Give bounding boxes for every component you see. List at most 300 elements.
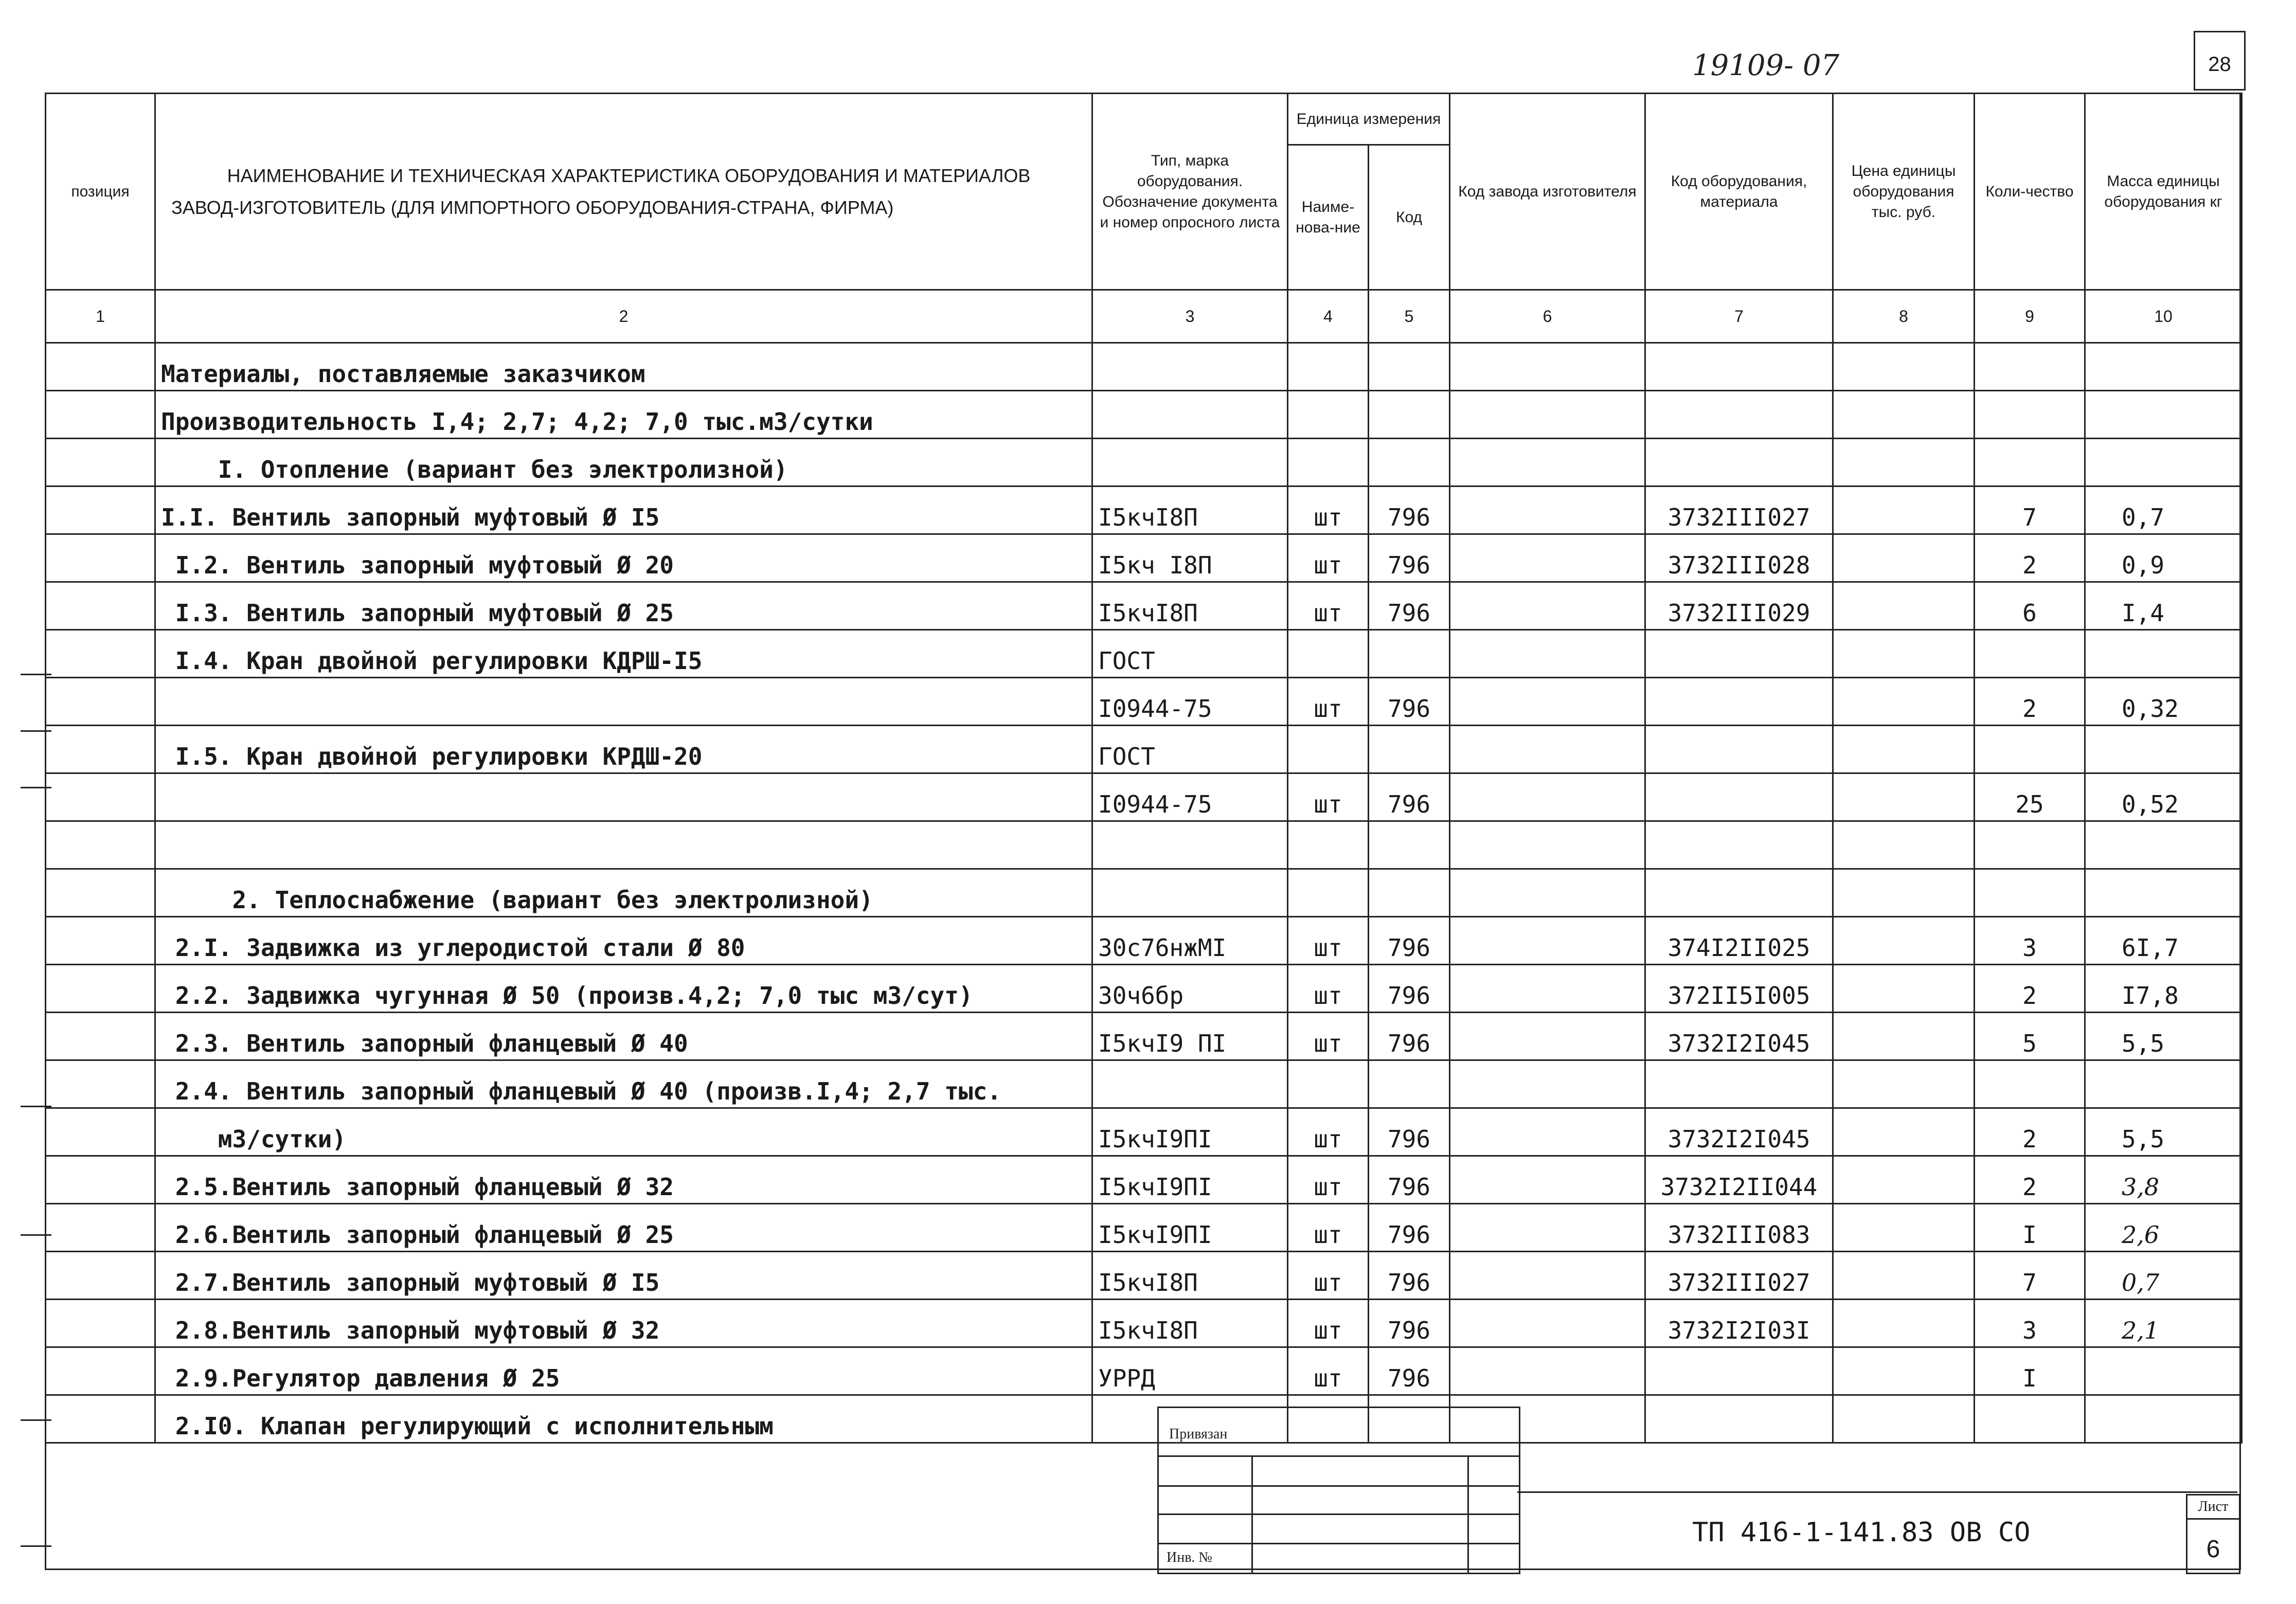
row-name-cell: 2.I0. Клапан регулирующий с исполнительным	[155, 1395, 1092, 1443]
table-row	[46, 582, 2242, 630]
col-header-position: позиция	[46, 94, 155, 290]
col-header-name	[155, 94, 1092, 290]
row-unit-cell: шт	[1288, 1156, 1369, 1204]
row-price-cell	[1833, 391, 1975, 439]
top-sheet-number: 28	[2208, 53, 2231, 76]
row-type-cell: УРРД	[1092, 1347, 1288, 1395]
row-type-cell	[1092, 821, 1288, 869]
row-name-cell: м3/сутки)	[155, 1108, 1092, 1156]
row-mass-cell: 2,6	[2085, 1204, 2242, 1252]
title-block-line	[1517, 1491, 2237, 1493]
row-type-cell: I0944-75	[1092, 678, 1288, 726]
table-row	[46, 773, 2242, 821]
row-unit-cell: шт	[1288, 1204, 1369, 1252]
col-number: 5	[1369, 290, 1450, 343]
col-header-mass: Масса единицы оборудования кг	[2085, 94, 2242, 290]
row-position-cell	[46, 869, 155, 917]
row-position-cell	[46, 726, 155, 773]
row-type-cell	[1092, 439, 1288, 486]
row-name-cell: I.5. Кран двойной регулировки КРДШ-20	[155, 726, 1092, 773]
row-name-cell: Материалы, поставляемые заказчиком	[155, 343, 1092, 391]
approval-stamp	[1157, 1407, 1520, 1574]
row-type-cell: ГОСТ	[1092, 726, 1288, 773]
row-name-cell: 2.5.Вентиль запорный фланцевый Ø 32	[155, 1156, 1092, 1204]
row-mass-cell: 0,32	[2085, 678, 2242, 726]
row-mass-cell	[2085, 391, 2242, 439]
row-mass-cell	[2085, 439, 2242, 486]
col-number: 2	[155, 290, 1092, 343]
sheet-label: Лист	[2187, 1495, 2239, 1520]
handwritten-reference: 19109- 07	[1692, 49, 1840, 82]
col-header-price: Цена единицы оборудования тыс. руб.	[1833, 94, 1975, 290]
row-unit-cell: шт	[1288, 773, 1369, 821]
table-row	[46, 821, 2242, 869]
row-unit-code-cell: 796	[1369, 534, 1450, 582]
row-unit-code-cell: 796	[1369, 678, 1450, 726]
row-price-cell	[1833, 486, 1975, 534]
row-quantity-cell	[1975, 869, 2085, 917]
col-header-unit-code: Код	[1369, 145, 1450, 290]
row-quantity-cell: 25	[1975, 773, 2085, 821]
row-name-cell	[155, 678, 1092, 726]
row-unit-code-cell	[1369, 726, 1450, 773]
row-position-cell	[46, 1204, 155, 1252]
table-row	[46, 1300, 2242, 1347]
row-unit-code-cell: 796	[1369, 486, 1450, 534]
table-row	[46, 1156, 2242, 1204]
row-mass-cell: 0,7	[2085, 486, 2242, 534]
table-row	[46, 486, 2242, 534]
row-quantity-cell: 2	[1975, 534, 2085, 582]
row-price-cell	[1833, 726, 1975, 773]
row-unit-code-cell: 796	[1369, 1156, 1450, 1204]
row-type-cell: I5кчI8П	[1092, 486, 1288, 534]
row-plant-code-cell	[1450, 582, 1645, 630]
table-row	[46, 439, 2242, 486]
row-price-cell	[1833, 1060, 1975, 1108]
row-price-cell	[1833, 1204, 1975, 1252]
row-equipment-code-cell	[1645, 678, 1833, 726]
row-position-cell	[46, 534, 155, 582]
right-frame-line	[2239, 93, 2241, 1569]
table-row	[46, 678, 2242, 726]
row-price-cell	[1833, 343, 1975, 391]
row-equipment-code-cell	[1645, 773, 1833, 821]
row-mass-cell	[2085, 1060, 2242, 1108]
row-price-cell	[1833, 1395, 1975, 1443]
row-unit-code-cell: 796	[1369, 917, 1450, 965]
row-mass-cell	[2085, 821, 2242, 869]
stamp-line	[1159, 1513, 1519, 1515]
row-plant-code-cell	[1450, 965, 1645, 1013]
row-position-cell	[46, 343, 155, 391]
row-name-cell: 2.3. Вентиль запорный фланцевый Ø 40	[155, 1013, 1092, 1060]
row-name-cell: 2.4. Вентиль запорный фланцевый Ø 40 (произв.I,4; 2,7 тыс.	[155, 1060, 1092, 1108]
col-number: 8	[1833, 290, 1975, 343]
row-quantity-cell	[1975, 821, 2085, 869]
margin-tick	[21, 674, 51, 675]
row-plant-code-cell	[1450, 1108, 1645, 1156]
row-mass-cell	[2085, 1347, 2242, 1395]
row-mass-cell: 0,9	[2085, 534, 2242, 582]
row-unit-code-cell: 796	[1369, 1252, 1450, 1300]
row-unit-cell: шт	[1288, 678, 1369, 726]
row-name-cell: I.3. Вентиль запорный муфтовый Ø 25	[155, 582, 1092, 630]
row-quantity-cell: 2	[1975, 965, 2085, 1013]
col-number: 7	[1645, 290, 1833, 343]
row-quantity-cell: 3	[1975, 917, 2085, 965]
row-unit-cell: шт	[1288, 1108, 1369, 1156]
row-price-cell	[1833, 439, 1975, 486]
column-number-row	[46, 290, 2242, 343]
row-position-cell	[46, 439, 155, 486]
row-name-cell	[155, 821, 1092, 869]
row-plant-code-cell	[1450, 821, 1645, 869]
row-quantity-cell	[1975, 1060, 2085, 1108]
row-price-cell	[1833, 917, 1975, 965]
row-type-cell: I5кчI8П	[1092, 1252, 1288, 1300]
row-mass-cell: 5,5	[2085, 1108, 2242, 1156]
table-row	[46, 630, 2242, 678]
row-price-cell	[1833, 965, 1975, 1013]
row-name-cell: 2.9.Регулятор давления Ø 25	[155, 1347, 1092, 1395]
equipment-specification-table	[45, 93, 2243, 1444]
row-position-cell	[46, 821, 155, 869]
row-plant-code-cell	[1450, 917, 1645, 965]
row-equipment-code-cell: 372II5I005	[1645, 965, 1833, 1013]
row-type-cell: I5кчI9ПI	[1092, 1156, 1288, 1204]
margin-tick	[21, 730, 51, 732]
col-number: 1	[46, 290, 155, 343]
row-unit-code-cell: 796	[1369, 965, 1450, 1013]
row-mass-cell: 0,7	[2085, 1252, 2242, 1300]
row-name-cell: 2.I. Задвижка из углеродистой стали Ø 80	[155, 917, 1092, 965]
row-plant-code-cell	[1450, 1347, 1645, 1395]
row-equipment-code-cell: 3732III028	[1645, 534, 1833, 582]
row-unit-code-cell: 796	[1369, 1108, 1450, 1156]
row-position-cell	[46, 1252, 155, 1300]
row-plant-code-cell	[1450, 534, 1645, 582]
row-unit-code-cell	[1369, 821, 1450, 869]
row-price-cell	[1833, 821, 1975, 869]
row-unit-cell	[1288, 343, 1369, 391]
row-position-cell	[46, 1060, 155, 1108]
row-name-cell: 2. Теплоснабжение (вариант без электролизной)	[155, 869, 1092, 917]
row-equipment-code-cell: 3732III027	[1645, 1252, 1833, 1300]
row-mass-cell	[2085, 1395, 2242, 1443]
row-name-cell: 2.6.Вентиль запорный фланцевый Ø 25	[155, 1204, 1092, 1252]
row-quantity-cell	[1975, 1395, 2085, 1443]
row-equipment-code-cell	[1645, 726, 1833, 773]
row-plant-code-cell	[1450, 439, 1645, 486]
row-type-cell: 30с76нжМI	[1092, 917, 1288, 965]
row-price-cell	[1833, 534, 1975, 582]
table-row	[46, 869, 2242, 917]
row-price-cell	[1833, 1300, 1975, 1347]
row-quantity-cell: I	[1975, 1204, 2085, 1252]
row-plant-code-cell	[1450, 1252, 1645, 1300]
row-equipment-code-cell	[1645, 343, 1833, 391]
row-equipment-code-cell: 3732III029	[1645, 582, 1833, 630]
row-price-cell	[1833, 1156, 1975, 1204]
row-equipment-code-cell	[1645, 1347, 1833, 1395]
row-unit-cell	[1288, 1060, 1369, 1108]
row-plant-code-cell	[1450, 1156, 1645, 1204]
row-unit-cell: шт	[1288, 1347, 1369, 1395]
row-position-cell	[46, 1156, 155, 1204]
left-frame-line	[45, 93, 46, 1569]
table-row	[46, 726, 2242, 773]
row-quantity-cell	[1975, 391, 2085, 439]
row-equipment-code-cell: 3732I2I045	[1645, 1013, 1833, 1060]
col-header-plant-code: Код завода изготовителя	[1450, 94, 1645, 290]
row-equipment-code-cell: 3732III083	[1645, 1204, 1833, 1252]
row-mass-cell: 3,8	[2085, 1156, 2242, 1204]
row-quantity-cell: 2	[1975, 1156, 2085, 1204]
col-header-quantity: Коли-чество	[1975, 94, 2085, 290]
row-type-cell: I5кчI8П	[1092, 582, 1288, 630]
col-header-unit-group: Единица измерения	[1288, 94, 1450, 145]
row-type-cell: I5кч I8П	[1092, 534, 1288, 582]
row-unit-code-cell	[1369, 343, 1450, 391]
row-type-cell: I5кчI9 ПI	[1092, 1013, 1288, 1060]
row-name-cell	[155, 773, 1092, 821]
row-position-cell	[46, 486, 155, 534]
row-unit-code-cell: 796	[1369, 582, 1450, 630]
stamp-vline	[1251, 1455, 1253, 1573]
row-quantity-cell	[1975, 439, 2085, 486]
row-unit-code-cell: 796	[1369, 1347, 1450, 1395]
table-row	[46, 1060, 2242, 1108]
stamp-line	[1159, 1455, 1519, 1457]
row-price-cell	[1833, 1347, 1975, 1395]
row-quantity-cell: 6	[1975, 582, 2085, 630]
col-number: 10	[2085, 290, 2242, 343]
row-plant-code-cell	[1450, 1013, 1645, 1060]
margin-tick	[21, 787, 51, 788]
row-quantity-cell	[1975, 726, 2085, 773]
table-row	[46, 1108, 2242, 1156]
table-row	[46, 965, 2242, 1013]
row-name-cell: 2.2. Задвижка чугунная Ø 50 (произв.4,2; 7,0 тыс м3/сут)	[155, 965, 1092, 1013]
row-name-cell: I.I. Вентиль запорный муфтовый Ø I5	[155, 486, 1092, 534]
row-quantity-cell	[1975, 343, 2085, 391]
row-plant-code-cell	[1450, 1300, 1645, 1347]
row-position-cell	[46, 1013, 155, 1060]
row-plant-code-cell	[1450, 486, 1645, 534]
margin-tick	[21, 1234, 51, 1236]
approval-label: Привязан	[1169, 1426, 1228, 1442]
row-unit-cell: шт	[1288, 1252, 1369, 1300]
row-equipment-code-cell: 3732III027	[1645, 486, 1833, 534]
row-name-cell: I.2. Вентиль запорный муфтовый Ø 20	[155, 534, 1092, 582]
row-name-cell: I.4. Кран двойной регулировки КДРШ-I5	[155, 630, 1092, 678]
row-position-cell	[46, 917, 155, 965]
row-plant-code-cell	[1450, 1060, 1645, 1108]
row-type-cell: I0944-75	[1092, 773, 1288, 821]
row-position-cell	[46, 1300, 155, 1347]
row-quantity-cell: 5	[1975, 1013, 2085, 1060]
table-row	[46, 343, 2242, 391]
col-header-type: Тип, марка оборудования. Обозначение документа и номер опросного листа	[1092, 94, 1288, 290]
row-price-cell	[1833, 678, 1975, 726]
row-unit-code-cell	[1369, 439, 1450, 486]
row-name-cell: I. Отопление (вариант без электролизной)	[155, 439, 1092, 486]
row-unit-cell: шт	[1288, 1300, 1369, 1347]
table-row	[46, 1395, 2242, 1443]
row-equipment-code-cell	[1645, 630, 1833, 678]
row-unit-cell: шт	[1288, 534, 1369, 582]
top-sheet-number-box	[2194, 31, 2246, 91]
row-position-cell	[46, 1108, 155, 1156]
row-mass-cell	[2085, 343, 2242, 391]
margin-tick	[21, 1106, 51, 1107]
table-row	[46, 1252, 2242, 1300]
row-mass-cell: 5,5	[2085, 1013, 2242, 1060]
row-equipment-code-cell: 3732I2I03I	[1645, 1300, 1833, 1347]
row-type-cell: I5кчI8П	[1092, 1300, 1288, 1347]
row-type-cell	[1092, 391, 1288, 439]
row-name-cell: 2.7.Вентиль запорный муфтовый Ø I5	[155, 1252, 1092, 1300]
inventory-label: Инв. №	[1167, 1549, 1213, 1565]
row-unit-code-cell: 796	[1369, 1204, 1450, 1252]
row-price-cell	[1833, 630, 1975, 678]
row-unit-code-cell: 796	[1369, 1013, 1450, 1060]
row-unit-cell: шт	[1288, 1013, 1369, 1060]
margin-tick	[21, 1545, 51, 1547]
row-mass-cell: 2,1	[2085, 1300, 2242, 1347]
row-position-cell	[46, 678, 155, 726]
row-unit-cell: шт	[1288, 965, 1369, 1013]
col-header-unit-name: Наиме-нова-ние	[1288, 145, 1369, 290]
row-plant-code-cell	[1450, 630, 1645, 678]
row-price-cell	[1833, 1252, 1975, 1300]
row-unit-cell: шт	[1288, 917, 1369, 965]
row-unit-cell	[1288, 869, 1369, 917]
row-type-cell: ГОСТ	[1092, 630, 1288, 678]
col-number: 9	[1975, 290, 2085, 343]
table-row	[46, 1347, 2242, 1395]
table-row	[46, 391, 2242, 439]
row-name-cell: Производительность I,4; 2,7; 4,2; 7,0 тыс.м3/сутки	[155, 391, 1092, 439]
row-quantity-cell: 2	[1975, 1108, 2085, 1156]
row-price-cell	[1833, 1108, 1975, 1156]
row-plant-code-cell	[1450, 726, 1645, 773]
col-number: 6	[1450, 290, 1645, 343]
row-plant-code-cell	[1450, 678, 1645, 726]
row-position-cell	[46, 1347, 155, 1395]
row-unit-cell	[1288, 630, 1369, 678]
table-row	[46, 917, 2242, 965]
row-unit-code-cell: 796	[1369, 1300, 1450, 1347]
stamp-vline	[1467, 1455, 1469, 1573]
row-position-cell	[46, 965, 155, 1013]
row-plant-code-cell	[1450, 391, 1645, 439]
row-unit-code-cell: 796	[1369, 773, 1450, 821]
row-price-cell	[1833, 869, 1975, 917]
row-plant-code-cell	[1450, 1204, 1645, 1252]
row-mass-cell: I,4	[2085, 582, 2242, 630]
row-position-cell	[46, 582, 155, 630]
row-mass-cell	[2085, 630, 2242, 678]
row-mass-cell	[2085, 726, 2242, 773]
stamp-line	[1159, 1543, 1519, 1544]
row-position-cell	[46, 773, 155, 821]
table-row	[46, 1013, 2242, 1060]
row-unit-cell: шт	[1288, 486, 1369, 534]
row-quantity-cell: 2	[1975, 678, 2085, 726]
row-position-cell	[46, 630, 155, 678]
row-unit-code-cell	[1369, 869, 1450, 917]
row-quantity-cell: I	[1975, 1347, 2085, 1395]
row-plant-code-cell	[1450, 343, 1645, 391]
row-mass-cell: 0,52	[2085, 773, 2242, 821]
row-mass-cell: I7,8	[2085, 965, 2242, 1013]
row-equipment-code-cell: 3732I2I045	[1645, 1108, 1833, 1156]
row-unit-cell	[1288, 821, 1369, 869]
row-equipment-code-cell	[1645, 1060, 1833, 1108]
row-type-cell: I5кчI9ПI	[1092, 1108, 1288, 1156]
col-header-equipment-code: Код оборудования, материала	[1645, 94, 1833, 290]
sheet-number: 6	[2206, 1536, 2220, 1563]
document-code: ТП 416-1-141.83 ОВ СО	[1692, 1517, 2031, 1548]
row-equipment-code-cell	[1645, 821, 1833, 869]
sheet-number-cell	[2186, 1494, 2240, 1574]
row-unit-cell	[1288, 391, 1369, 439]
row-unit-cell	[1288, 439, 1369, 486]
row-price-cell	[1833, 1013, 1975, 1060]
row-equipment-code-cell: 3732I2II044	[1645, 1156, 1833, 1204]
row-equipment-code-cell	[1645, 439, 1833, 486]
col-header-name-line1: НАИМЕНОВАНИЕ И ТЕХНИЧЕСКАЯ ХАРАКТЕРИСТИКА ОБОРУДОВАНИЯ И МАТЕРИАЛОВ	[227, 165, 1031, 186]
table-body	[46, 343, 2242, 1443]
row-price-cell	[1833, 582, 1975, 630]
row-type-cell	[1092, 1060, 1288, 1108]
col-number: 3	[1092, 290, 1288, 343]
row-type-cell: 30ч6бр	[1092, 965, 1288, 1013]
row-unit-cell: шт	[1288, 582, 1369, 630]
row-unit-cell	[1288, 726, 1369, 773]
margin-tick	[21, 1419, 51, 1421]
row-type-cell	[1092, 343, 1288, 391]
row-unit-code-cell	[1369, 391, 1450, 439]
row-mass-cell: 6I,7	[2085, 917, 2242, 965]
row-price-cell	[1833, 773, 1975, 821]
row-name-cell: 2.8.Вентиль запорный муфтовый Ø 32	[155, 1300, 1092, 1347]
row-equipment-code-cell: 374I2II025	[1645, 917, 1833, 965]
col-number: 4	[1288, 290, 1369, 343]
row-position-cell	[46, 391, 155, 439]
row-type-cell: I5кчI9ПI	[1092, 1204, 1288, 1252]
col-header-name-line2: ЗАВОД-ИЗГОТОВИТЕЛЬ (ДЛЯ ИМПОРТНОГО ОБОРУДОВАНИЯ-СТРАНА, ФИРМА)	[171, 196, 894, 218]
table-row	[46, 534, 2242, 582]
row-quantity-cell: 3	[1975, 1300, 2085, 1347]
row-quantity-cell: 7	[1975, 1252, 2085, 1300]
row-quantity-cell: 7	[1975, 486, 2085, 534]
row-plant-code-cell	[1450, 773, 1645, 821]
row-equipment-code-cell	[1645, 1395, 1833, 1443]
row-plant-code-cell	[1450, 869, 1645, 917]
row-unit-code-cell	[1369, 1060, 1450, 1108]
stamp-line	[1159, 1485, 1519, 1487]
row-quantity-cell	[1975, 630, 2085, 678]
bottom-frame-line	[45, 1569, 2241, 1570]
table-row	[46, 1204, 2242, 1252]
row-position-cell	[46, 1395, 155, 1443]
row-mass-cell	[2085, 869, 2242, 917]
row-equipment-code-cell	[1645, 391, 1833, 439]
row-unit-code-cell	[1369, 630, 1450, 678]
